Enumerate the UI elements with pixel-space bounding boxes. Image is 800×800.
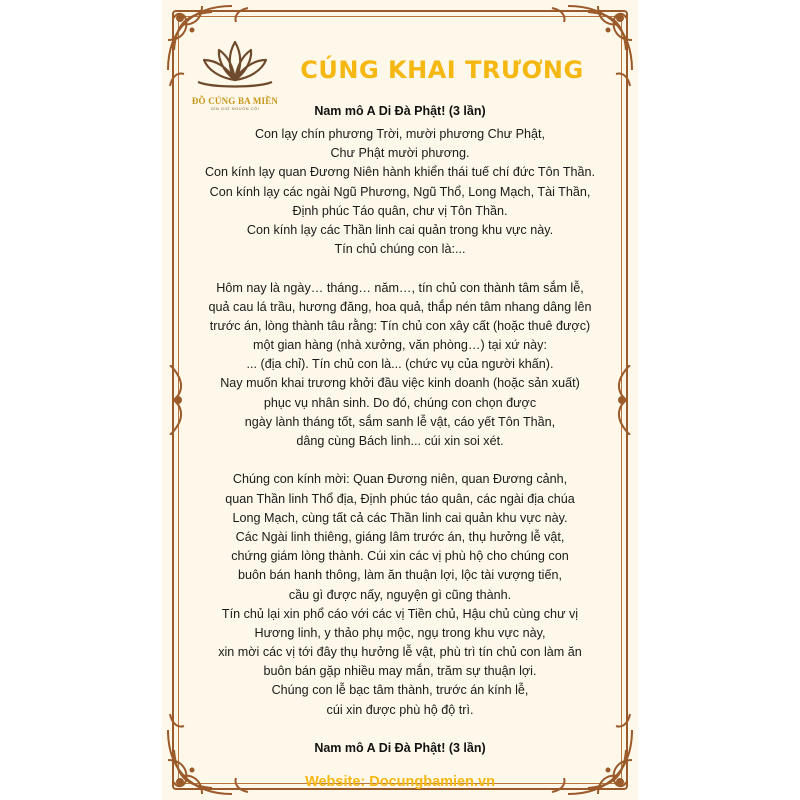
- lotus-icon: [192, 36, 278, 94]
- prayer-line: Nay muốn khai trương khởi đầu việc kinh doanh (hoặc sản xuất): [220, 376, 580, 391]
- prayer-line: Hôm nay là ngày… tháng… năm…, tín chủ con thành tâm sắm lễ,: [216, 280, 584, 295]
- prayer-line: dâng cùng Bách linh... cúi xin soi xét.: [296, 434, 504, 448]
- prayer-line: quả cau lá trầu, hương đăng, hoa quả, thắp nén tâm nhang dâng lên: [208, 299, 592, 314]
- prayer-line: ngày lành tháng tốt, sắm sanh lễ vật, cáo yết Tôn Thần,: [244, 414, 556, 429]
- prayer-line: Long Mạch, cùng tất cả các Thần linh cai quản khu vực này.: [232, 510, 568, 525]
- prayer-line: Chư Phật mười phương.: [330, 146, 470, 161]
- prayer-line: Con lạy chín phương Trời, mười phương Chư Phật,: [254, 127, 546, 141]
- prayer-line: Các Ngài linh thiêng, giáng lâm trước án, thụ hưởng lễ vật,: [235, 529, 565, 544]
- prayer-line: Con kính lạy các Thần linh cai quản trong khu vực này.: [246, 222, 554, 237]
- prayer-line: Định phúc Táo quân, chư vị Tôn Thần.: [292, 203, 508, 218]
- invocation-bottom: Nam mô A Di Đà Phật! (3 lần): [314, 741, 486, 755]
- prayer-line: Chúng con lễ bạc tâm thành, trước án kính lễ,: [271, 683, 529, 698]
- prayer-line: ... (địa chỉ). Tín chủ con là... (chức vụ của người khấn).: [246, 357, 554, 372]
- stanza-gap: [162, 451, 638, 470]
- prayer-card: [162, 0, 638, 800]
- website-link[interactable]: Website: Docungbamien.vn: [305, 774, 495, 790]
- prayer-line: phục vụ nhân sinh. Do đó, chúng con chọn được: [263, 395, 537, 410]
- prayer-line: Con kính lạy các ngài Ngũ Phương, Ngũ Thổ, Long Mạch, Tài Thần,: [209, 184, 591, 199]
- prayer-line: Con kính lạy quan Đương Niên hành khiển thái tuế chí đức Tôn Thần.: [204, 165, 596, 180]
- prayer-line: Tín chủ chúng con là:...: [334, 242, 466, 257]
- prayer-line: Chúng con kính mời: Quan Đương niên, quan Đương cảnh,: [232, 472, 568, 487]
- prayer-line: Hương linh, y thảo phụ mộc, ngụ trong khu vực này,: [254, 625, 546, 640]
- prayer-line: buôn bán hanh thông, làm ăn thuận lợi, lộc tài vượng tiến,: [238, 568, 562, 583]
- prayer-line: chứng giám lòng thành. Cúi xin các vị phù hộ cho chúng con: [231, 549, 569, 564]
- page-title: CÚNG KHAI TRƯƠNG: [300, 56, 584, 84]
- prayer-line: trước án, lòng thành tâu rằng: Tín chủ con xây cất (hoặc thuê được): [209, 318, 591, 333]
- logo-slogan: GÌN GIỮ NGUỒN CỘI: [210, 106, 260, 111]
- prayer-line: buôn bán gặp nhiều may mắn, trăm sự thuận lợi.: [263, 664, 537, 679]
- stanza-gap: [162, 259, 638, 278]
- invocation-top: Nam mô A Di Đà Phật! (3 lần): [314, 104, 486, 118]
- prayer-line: cúi xin được phù hộ độ trì.: [326, 702, 474, 717]
- logo-name: ĐỒ CÚNG BA MIỀN: [191, 96, 279, 106]
- prayer-line: một gian hàng (nhà xưởng, văn phòng…) tại xứ này:: [253, 338, 547, 353]
- prayer-line: quan Thần linh Thổ địa, Định phúc táo quân, các ngài địa chúa: [225, 491, 575, 506]
- prayer-line: cầu gì được nấy, nguyện gì cũng thành.: [288, 587, 512, 602]
- prayer-line: xin mời các vị tới đây thụ hưởng lễ vật, phù trì tín chủ con làm ăn: [218, 645, 582, 660]
- prayer-text: [162, 125, 638, 720]
- prayer-line: Tín chủ lại xin phổ cáo với các vị Tiền chủ, Hậu chủ cùng chư vị: [221, 606, 579, 621]
